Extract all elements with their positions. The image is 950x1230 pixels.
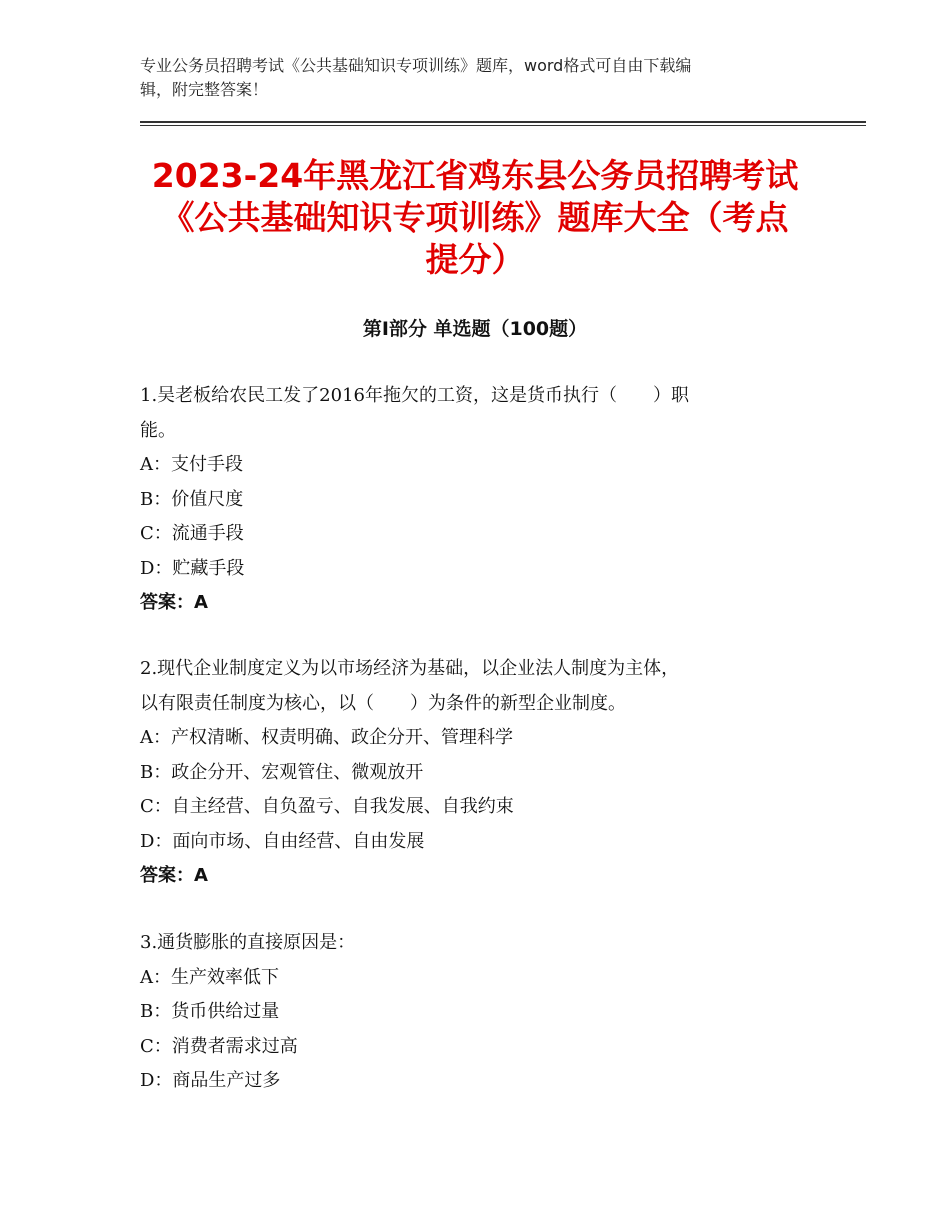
option-b: B：政企分开、宏观管住、微观放开: [140, 761, 424, 783]
option-c: C：自主经营、自负盈亏、自我发展、自我约束: [140, 796, 514, 817]
option-c: C：流通手段: [140, 523, 244, 544]
question-stem-line: 以有限责任制度为核心，以（ ）为条件的新型企业制度。: [140, 692, 626, 714]
question-stem-line: 1.吴老板给农民工发了2016年拖欠的工资，这是货币执行（ ）职: [140, 385, 689, 406]
question-stem-line: 能。: [140, 419, 176, 441]
option-a: A：生产效率低下: [140, 966, 279, 988]
header-note-line-1: 专业公务员招聘考试《公共基础知识专项训练》题库，word格式可自由下载编: [140, 56, 692, 75]
question-stem-line: 2.现代企业制度定义为以市场经济为基础，以企业法人制度为主体，: [140, 658, 680, 679]
header-divider-bottom: [140, 125, 866, 126]
answer: 答案：A: [140, 865, 208, 886]
option-d: D：贮藏手段: [140, 557, 245, 579]
title-line-1: 2023-24年黑龙江省鸡东县公务员招聘考试: [151, 156, 799, 195]
option-a: A：产权清晰、权责明确、政企分开、管理科学: [140, 727, 513, 748]
question-3: [140, 926, 810, 1099]
title-line-2: 《公共基础知识专项训练》题库大全（考点: [161, 198, 789, 237]
document-title: [130, 155, 820, 281]
header-note: [140, 54, 800, 102]
option-d: D：面向市场、自由经营、自由发展: [140, 830, 425, 852]
header-divider-top: [140, 121, 866, 123]
option-b: B：货币供给过量: [140, 1001, 280, 1022]
option-c: C：消费者需求过高: [140, 1035, 298, 1057]
option-b: B：价值尺度: [140, 488, 244, 510]
answer: 答案：A: [140, 592, 208, 613]
question-2: [140, 652, 810, 894]
option-d: D：商品生产过多: [140, 1070, 281, 1091]
option-a: A：支付手段: [140, 454, 243, 475]
question-1: [140, 379, 810, 621]
question-stem-line: 3.通货膨胀的直接原因是：: [140, 932, 356, 953]
title-line-3: 提分）: [425, 240, 525, 279]
header-note-line-2: 辑，附完整答案！: [140, 80, 269, 99]
section-heading: 第Ⅰ部分 单选题（100题）: [362, 318, 588, 340]
